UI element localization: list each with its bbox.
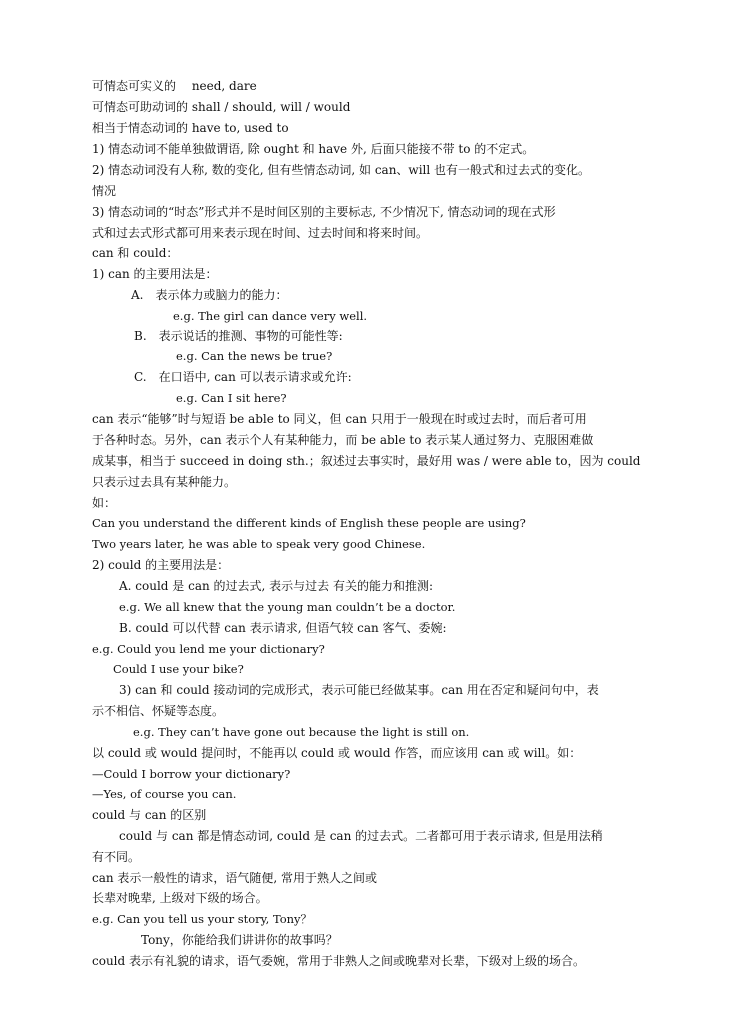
text-line: 可情态可实义的 need, dare xyxy=(92,79,257,93)
text-line: can 表示一般性的请求，语气随便, 常用于熟人之间或 xyxy=(92,871,378,885)
subsection-heading: 1) can 的主要用法是： xyxy=(92,267,218,281)
example-line: e.g. Can the news be true? xyxy=(176,349,333,363)
list-item: B. 表示说话的推测、事物的可能性等: xyxy=(134,329,343,343)
text-line: 只表示过去具有某种能力。 xyxy=(92,475,237,489)
text-line: 有不同。 xyxy=(92,850,141,864)
example-line: e.g. Could you lend me your dictionary? xyxy=(92,642,325,656)
list-item: B. could 可以代替 can 表示请求, 但语气较 can 客气、委婉: xyxy=(119,621,447,635)
text-line: 长辈对晚辈, 上级对下级的场合。 xyxy=(92,891,268,905)
text-line: 如： xyxy=(92,496,117,510)
text-line: 2) 情态动词没有人称, 数的变化, 但有些情态动词, 如 can、will 也有一般式和过去式的变化。 xyxy=(92,163,591,177)
section-heading: could 与 can 的区别 xyxy=(92,808,207,822)
text-line: 可情态可助动词的 shall / should, will / would xyxy=(92,100,351,114)
text-line: could 表示有礼貌的请求，语气委婉，常用于非熟人之间或晚辈对长辈，下级对上级的场合。 xyxy=(92,954,586,968)
text-line: 式和过去式形式都可用来表示现在时间、过去时间和将来时间。 xyxy=(92,226,429,240)
section-heading: can 和 could： xyxy=(92,246,179,260)
example-line: e.g. The girl can dance very well. xyxy=(173,309,368,323)
translation-line: Tony，你能给我们讲讲你的故事吗？ xyxy=(141,933,338,947)
subsection-heading: 2) could 的主要用法是： xyxy=(92,558,230,572)
text-line: 3) can 和 could 接动词的完成形式，表示可能已经做某事。can 用在否定和疑问句中，表 xyxy=(119,683,599,697)
example-line: Two years later, he was able to speak very good Chinese. xyxy=(92,537,426,551)
example-line: e.g. We all knew that the young man couldn’t be a doctor. xyxy=(119,600,456,614)
list-item: A. could 是 can 的过去式, 表示与过去 有关的能力和推测: xyxy=(119,579,434,593)
list-item: A. 表示体力或脑力的能力： xyxy=(131,288,288,302)
text-line: can 表示“能够”时与短语 be able to 同义，但 can 只用于一般现在时或过去时，而后者可用 xyxy=(92,412,587,426)
example-line: e.g. They can’t have gone out because the light is still on. xyxy=(133,725,470,739)
text-line: could 与 can 都是情态动词, could 是 can 的过去式。二者都可用于表示请求, 但是用法稍 xyxy=(119,829,603,843)
text-line: 成某事，相当于 succeed in doing sth.；叙述过去事实时，最好用 was / were able to，因为 could xyxy=(92,454,641,468)
example-line: Could I use your bike? xyxy=(113,662,244,676)
example-line: —Yes, of course you can. xyxy=(92,787,237,801)
example-line: Can you understand the different kinds of English these people are using? xyxy=(92,516,526,530)
text-line: 示不相信、怀疑等态度。 xyxy=(92,704,225,718)
text-line: 于各种时态。另外，can 表示个人有某种能力，而 be able to 表示某人通过努力、克服困难做 xyxy=(92,433,594,447)
example-line: e.g. Can I sit here? xyxy=(176,391,287,405)
text-line: 3) 情态动词的“时态”形式并不是时间区别的主要标志, 不少情况下, 情态动词的现在式形 xyxy=(92,205,556,219)
example-line: e.g. Can you tell us your story, Tony？ xyxy=(92,912,313,926)
text-line: 相当于情态动词的 have to, used to xyxy=(92,121,289,135)
text-line: 1) 情态动词不能单独做谓语, 除 ought 和 have 外, 后面只能接不带 to 的不定式。 xyxy=(92,142,535,156)
text-line: 以 could 或 would 提问时，不能再以 could 或 would 作答，而应该用 can 或 will。如： xyxy=(92,746,582,760)
example-line: —Could I borrow your dictionary? xyxy=(92,767,291,781)
text-line: 情况 xyxy=(92,184,117,198)
list-item: C. 在口语中, can 可以表示请求或允许: xyxy=(134,370,352,384)
